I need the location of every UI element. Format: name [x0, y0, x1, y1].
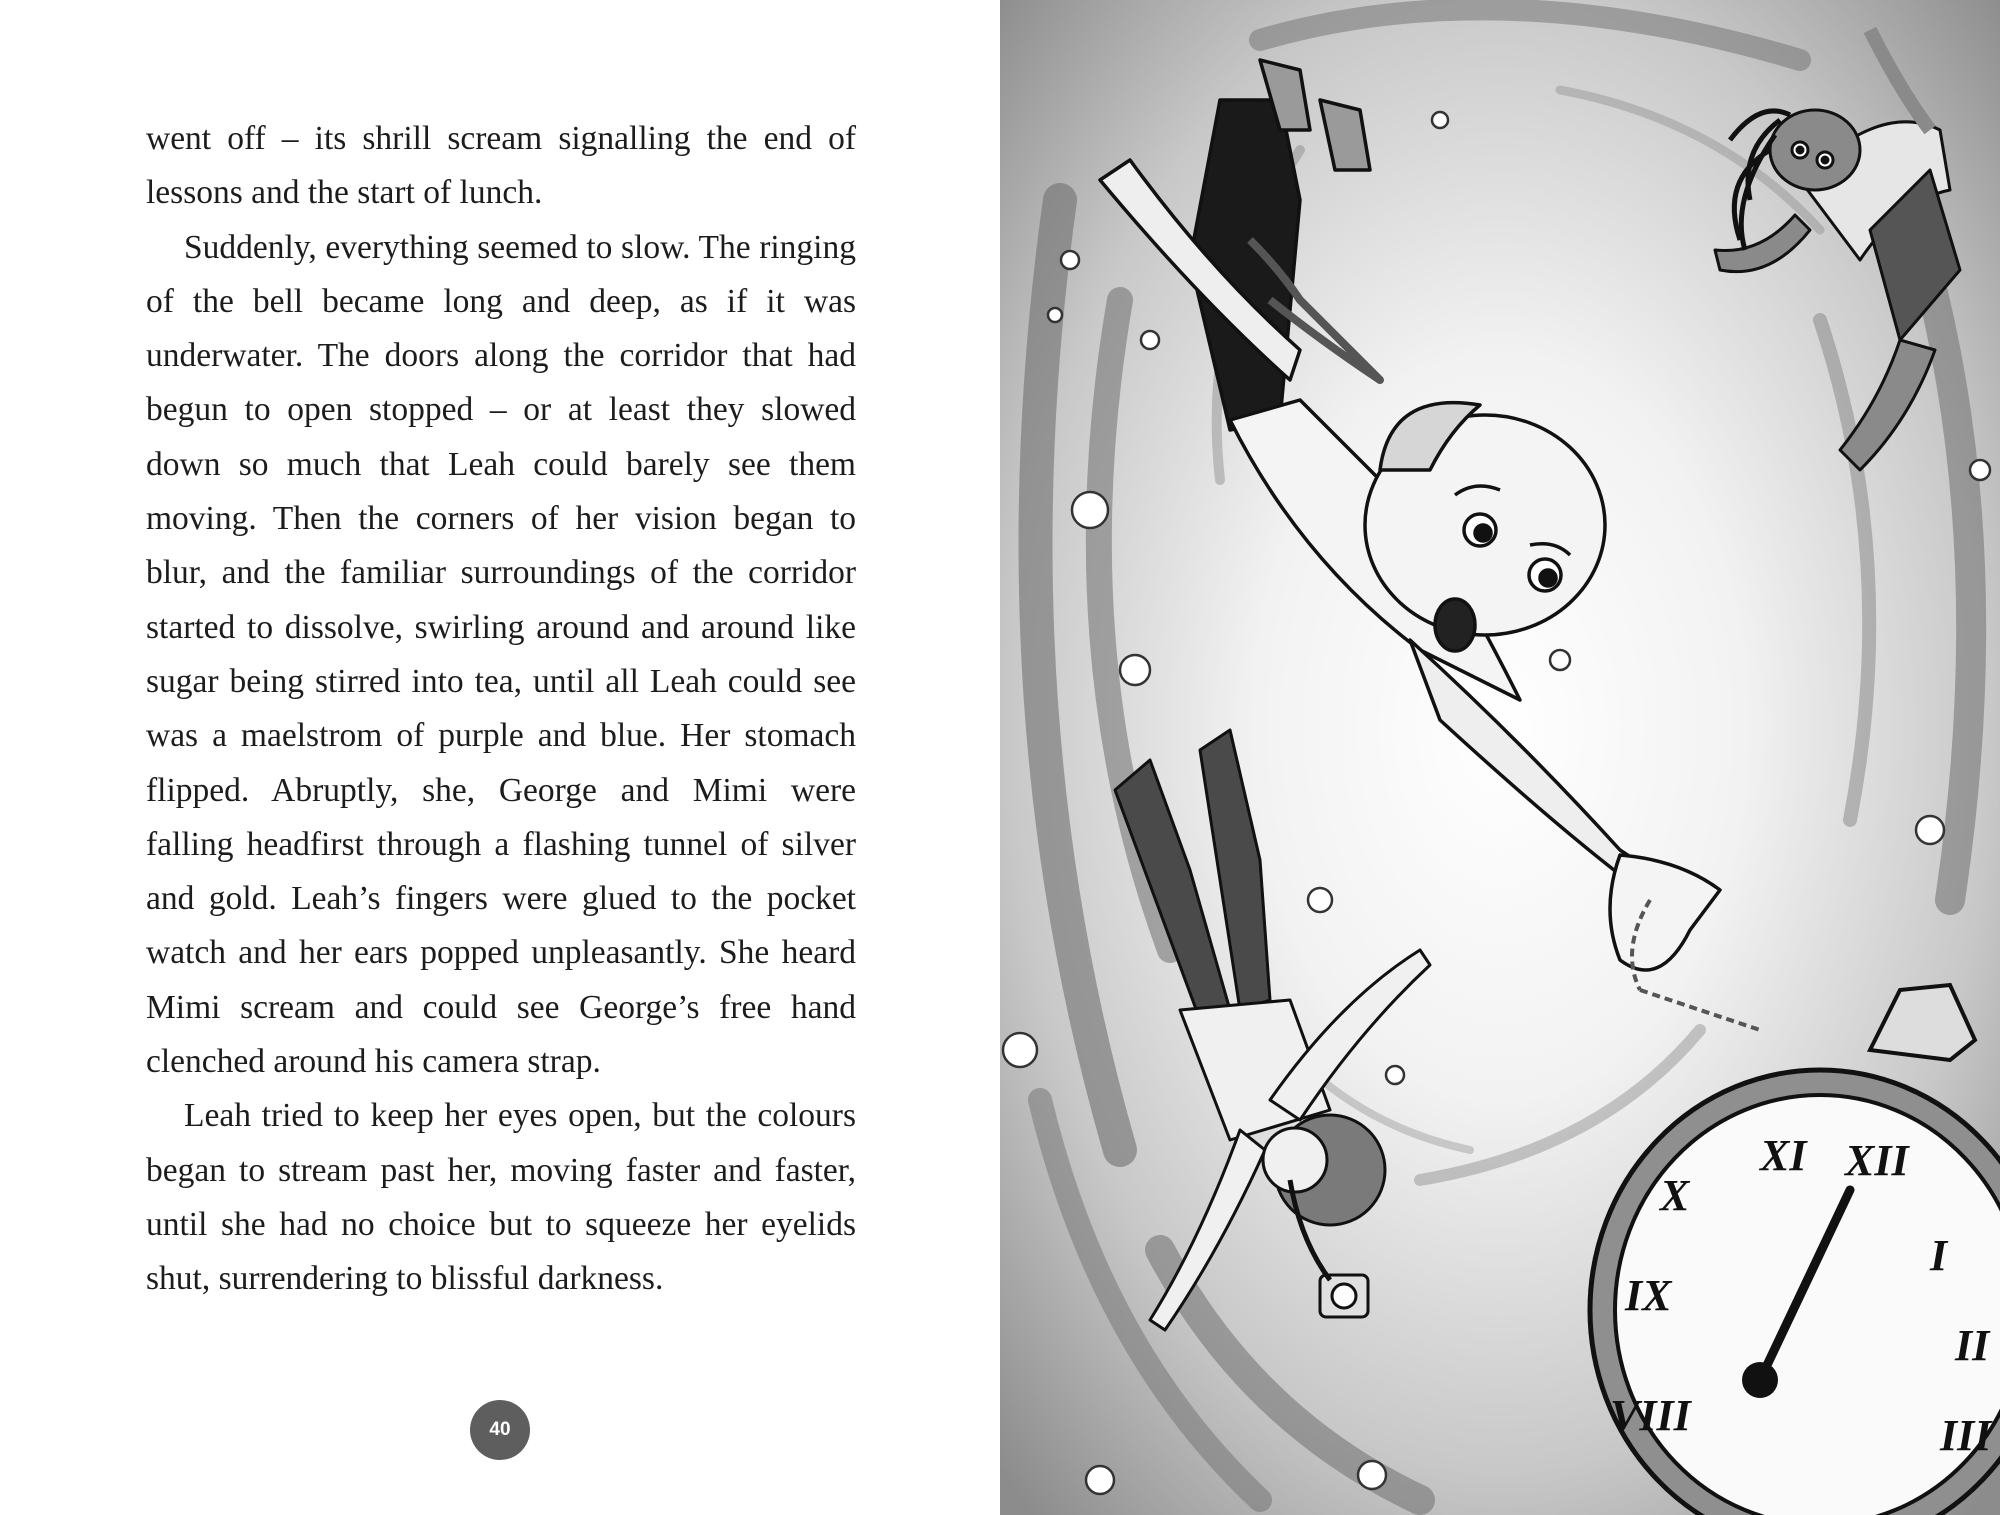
watch-numeral: IX — [1625, 1271, 1672, 1320]
illustration-page — [1000, 0, 2000, 1515]
paragraph: Leah tried to keep her eyes open, but the colours began to stream past her, moving faster and faster, until she had no choice but to squeeze her eyelids shut, surrendering to blissful darkness. — [146, 1097, 856, 1298]
watch-numeral: VIII — [1610, 1391, 1691, 1440]
watch-numeral: XI — [1760, 1131, 1807, 1180]
story-text — [146, 112, 856, 1307]
watch-numeral: II — [1955, 1321, 1990, 1370]
watch-numeral: X — [1660, 1171, 1690, 1220]
watch-numeral: III — [1940, 1411, 1992, 1460]
page-number: 40 — [470, 1400, 530, 1460]
paragraph: went off – its shrill scream signalling the end of lessons and the start of lunch. — [146, 120, 856, 212]
paragraph: Suddenly, everything seemed to slow. The ringing of the bell became long and deep, as if it was underwater. The doors along the corridor that had begun to open stopped – or at least they slowed down so much that Leah could barely see them moving. Then the corners of her vision began to blur, and the familiar surroundings of the corridor started to dissolve, swirling around and around like sugar being stirred into tea, until all Leah could see was a maelstrom of purple and blue. Her stomach flipped. Abruptly, she, George and Mimi were falling headfirst through a flashing tunnel of silver and gold. Leah’s fingers were glued to the pocket watch and her ears popped unpleasantly. She heard Mimi scream and could see George’s free hand clenched around his camera strap. — [146, 228, 856, 1081]
watch-numeral: I — [1930, 1231, 1948, 1280]
watch-numeral: XII — [1845, 1136, 1909, 1185]
vortex-illustration — [1000, 0, 2000, 1515]
